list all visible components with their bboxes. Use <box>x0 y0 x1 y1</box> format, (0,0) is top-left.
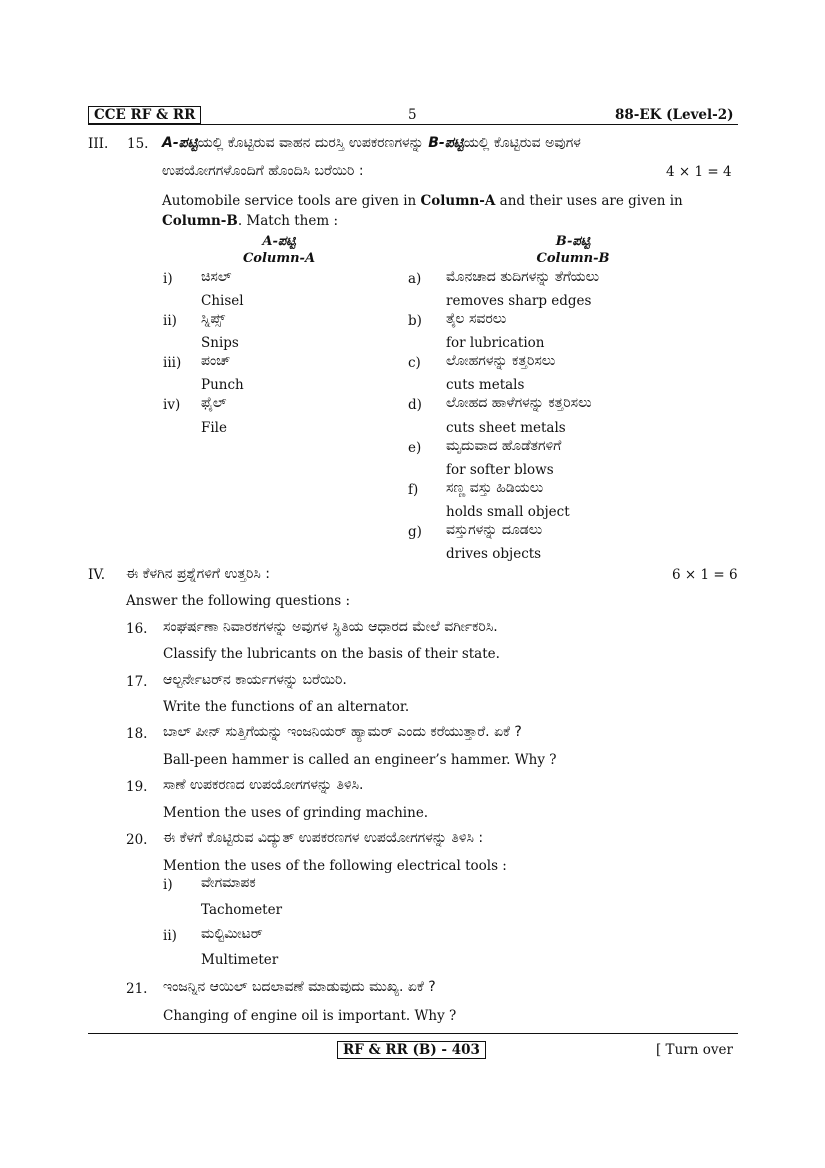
column-b-label: e) <box>408 440 422 456</box>
question-16-en: Classify the lubricants on the basis of their state. <box>163 646 500 662</box>
column-b-label: c) <box>408 355 421 371</box>
column-b-kn: ಲೋಹಗಳನ್ನು ಕತ್ತರಿಸಲು <box>446 353 556 369</box>
question-20-item-kn: ಮಲ್ಟಿಮೀಟರ್ <box>201 926 263 942</box>
section-iii-numeral: III. <box>88 136 109 152</box>
column-b-heading-kn: B-ಪಟ್ಟಿ <box>555 234 591 249</box>
question-15-kn-line1: A-ಪಟ್ಟಿಯಲ್ಲಿ ಕೊಟ್ಟಿರುವ ವಾಹನ ದುರಸ್ತಿ ಉಪಕರಣಗಳನ್ನು B-ಪಟ್ಟಿಯಲ್ಲಿ ಕೊಟ್ಟಿರುವ ಅವುಗಳ <box>162 135 581 151</box>
header-rule <box>88 124 738 125</box>
question-21-en: Changing of engine oil is important. Why ? <box>163 1008 457 1024</box>
column-b-label: b) <box>408 313 422 329</box>
column-a-kn: ಪಂಚ್ <box>201 353 231 369</box>
column-a-en: File <box>201 420 227 436</box>
question-20-item-en: Tachometer <box>201 902 283 918</box>
question-18-kn: ಬಾಲ್ ಪೀನ್ ಸುತ್ತಿಗೆಯನ್ನು ಇಂಜನಿಯರ್ ಹ್ಯಾಮರ್ ಎಂದು ಕರೆಯುತ್ತಾರೆ. ಏಕೆ ? <box>163 724 522 740</box>
question-20-item-kn: ವೇಗಮಾಪಕ <box>201 875 256 891</box>
question-19-kn: ಸಾಣೆ ಉಪಕರಣದ ಉಪಯೋಗಗಳನ್ನು ತಿಳಿಸಿ. <box>163 777 364 793</box>
column-b-heading-en: Column-B <box>536 251 610 266</box>
header-code-box: CCE RF & RR <box>88 106 201 124</box>
column-a-en: Punch <box>201 377 244 393</box>
column-b-label: a) <box>408 271 422 287</box>
question-17-kn: ಆಲ್ಟರ್ನೇಟರ್‌ನ ಕಾರ್ಯಗಳನ್ನು ಬರೆಯಿರಿ. <box>163 672 347 688</box>
column-b-kn: ವಸ್ತುಗಳನ್ನು ದೂಡಲು <box>446 522 543 538</box>
footer-rule <box>88 1033 738 1034</box>
column-b-kn: ಲೋಹದ ಹಾಳೆಗಳನ್ನು ಕತ್ತರಿಸಲು <box>446 395 592 411</box>
column-a-en: Chisel <box>201 293 244 309</box>
question-15-marks: 4 × 1 = 4 <box>666 164 732 180</box>
column-b-kn: ಮೊನಚಾದ ತುದಿಗಳನ್ನು ತೆಗೆಯಲು <box>446 269 600 285</box>
section-iv-numeral: IV. <box>88 567 106 583</box>
question-15-kn-line2: ಉಪಯೋಗಗಳೊಂದಿಗೆ ಹೊಂದಿಸಿ ಬರೆಯಿರಿ : <box>162 163 364 179</box>
question-15-en-line2: Column-B. Match them : <box>162 213 338 229</box>
question-20-item-label: i) <box>163 877 173 893</box>
column-b-label: g) <box>408 524 422 540</box>
column-a-kn: ಚಿಸಲ್ <box>201 269 232 285</box>
question-20-number: 20. <box>126 832 148 848</box>
column-a-label: ii) <box>163 313 177 329</box>
question-20-item-label: ii) <box>163 928 177 944</box>
column-b-en: cuts sheet metals <box>446 420 566 436</box>
column-b-en: for softer blows <box>446 462 554 478</box>
column-a-label: iv) <box>163 397 181 413</box>
question-19-en: Mention the uses of grinding machine. <box>163 805 429 821</box>
column-b-kn: ಮೃದುವಾದ ಹೊಡೆತಗಳಿಗೆ <box>446 438 562 454</box>
column-b-kn: ತೈಲ ಸವರಲು <box>446 311 507 327</box>
column-a-kn: ಫೈಲ್ <box>201 395 227 411</box>
column-b-en: drives objects <box>446 546 542 562</box>
column-b-en: removes sharp edges <box>446 293 592 309</box>
footer-code-box: RF & RR (B) - 403 <box>337 1041 486 1059</box>
question-17-en: Write the functions of an alternator. <box>163 699 410 715</box>
question-21-number: 21. <box>126 981 148 997</box>
section-iv-kn-instruction: ಈ ಕೆಳಗಿನ ಪ್ರಶ್ನೆಗಳಿಗೆ ಉತ್ತರಿಸಿ : <box>126 566 271 582</box>
question-19-number: 19. <box>126 779 148 795</box>
column-b-en: cuts metals <box>446 377 525 393</box>
question-18-en: Ball-peen hammer is called an engineer’s hammer. Why ? <box>163 752 557 768</box>
question-15-number: 15. <box>127 136 149 152</box>
question-20-item-en: Multimeter <box>201 952 279 968</box>
column-a-label: iii) <box>163 355 182 371</box>
column-b-en: holds small object <box>446 504 570 520</box>
turn-over-note: [ Turn over <box>656 1042 733 1058</box>
question-20-kn: ಈ ಕೆಳಗೆ ಕೊಟ್ಟಿರುವ ವಿದ್ಯುತ್ ಉಪಕರಣಗಳ ಉಪಯೋಗಗಳನ್ನು ತಿಳಿಸಿ : <box>163 830 484 846</box>
question-18-number: 18. <box>126 726 148 742</box>
section-iv-en-instruction: Answer the following questions : <box>126 593 351 609</box>
question-16-number: 16. <box>126 621 148 637</box>
paper-code: 88-EK (Level-2) <box>615 107 734 123</box>
section-iv-marks: 6 × 1 = 6 <box>672 567 738 583</box>
column-a-heading-kn: A-ಪಟ್ಟಿ <box>262 234 296 249</box>
question-20-en: Mention the uses of the following electrical tools : <box>163 858 507 874</box>
column-b-label: f) <box>408 482 419 498</box>
column-a-en: Snips <box>201 335 239 351</box>
column-a-label: i) <box>163 271 173 287</box>
column-b-kn: ಸಣ್ಣ ವಸ್ತು ಹಿಡಿಯಲು <box>446 480 544 496</box>
question-21-kn: ಇಂಜನ್ನಿನ ಆಯಿಲ್ ಬದಲಾವಣೆ ಮಾಡುವುದು ಮುಖ್ಯ. ಏಕೆ ? <box>163 979 436 995</box>
page-number: 5 <box>408 107 417 123</box>
column-b-en: for lubrication <box>446 335 545 351</box>
column-a-heading-en: Column-A <box>242 251 316 266</box>
column-b-label: d) <box>408 397 422 413</box>
question-17-number: 17. <box>126 674 148 690</box>
question-15-en-line1: Automobile service tools are given in Column-A and their uses are given in <box>162 193 683 209</box>
column-a-kn: ಸ್ನಿಪ್ಸ್ <box>201 311 226 327</box>
question-16-kn: ಸಂಘರ್ಷಣಾ ನಿವಾರಕಗಳನ್ನು ಅವುಗಳ ಸ್ಥಿತಿಯ ಆಧಾರದ ಮೇಲೆ ವರ್ಗೀಕರಿಸಿ. <box>163 619 498 635</box>
